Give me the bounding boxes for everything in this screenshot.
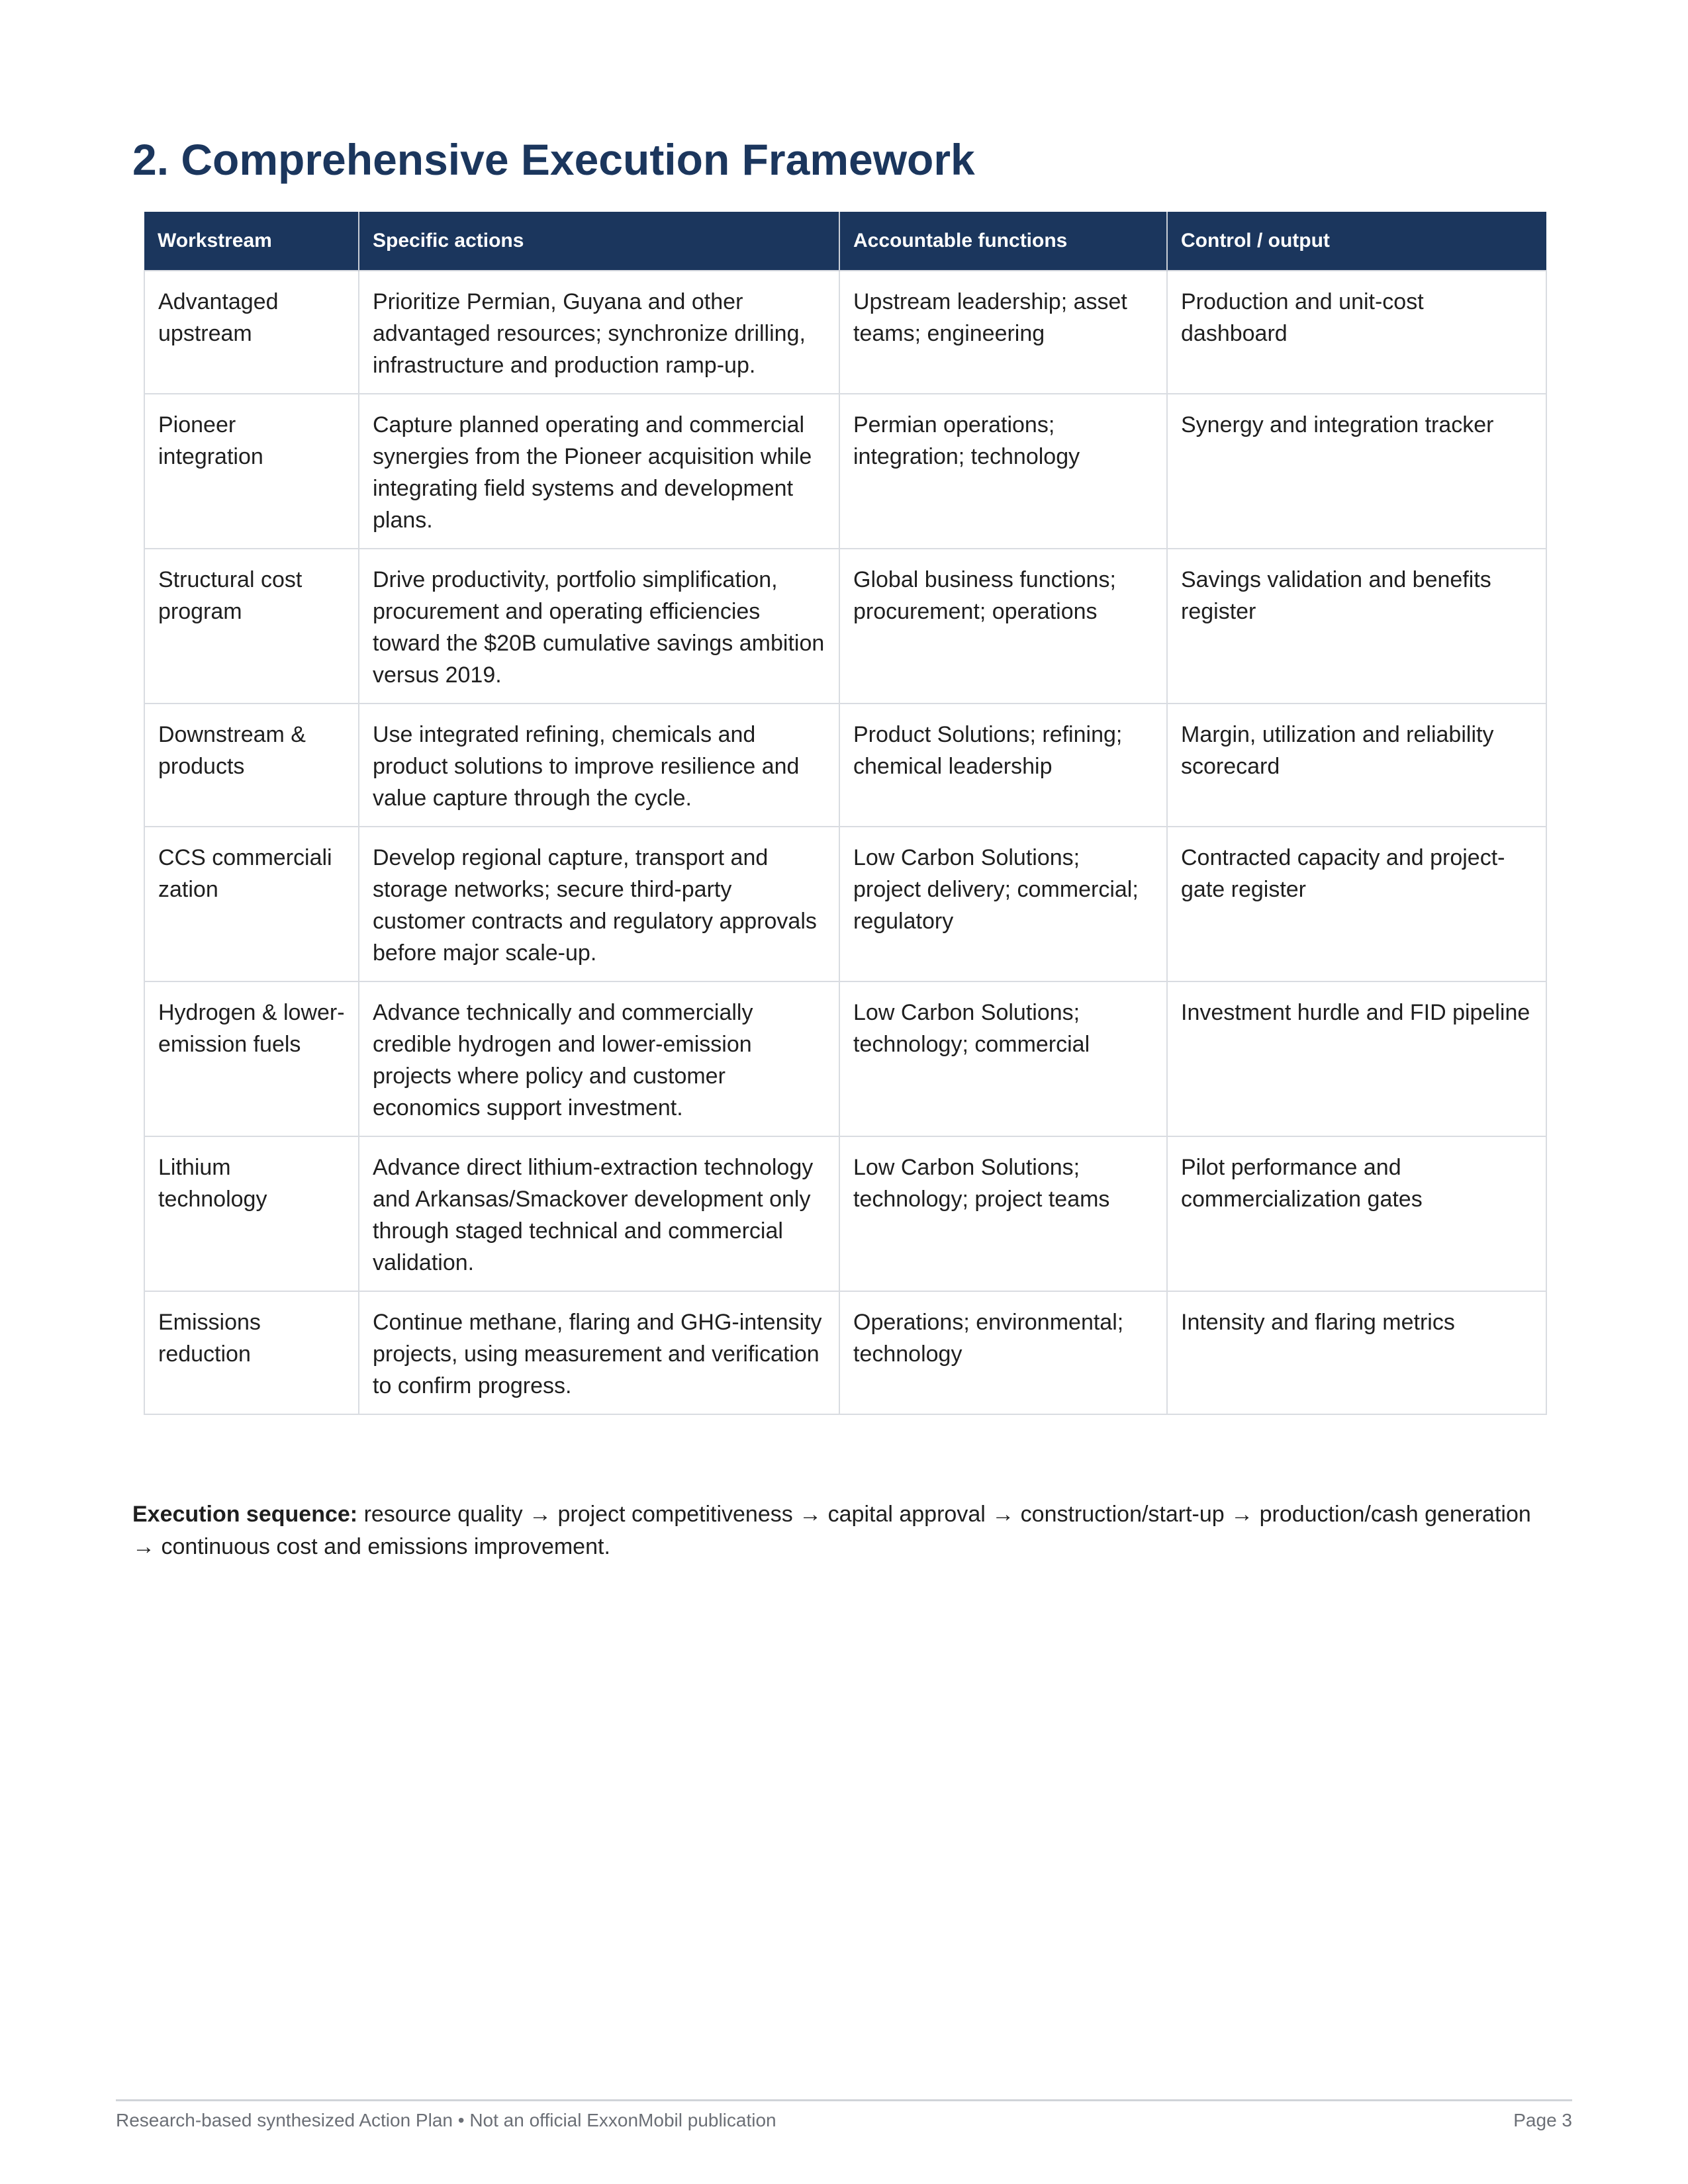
cell-functions: Operations; environmental; technology — [839, 1291, 1167, 1414]
cell-actions: Drive productivity, portfolio simplification, procurement and operating efficiencies toward the $20B cumulative savings ambition versus 2019. — [359, 549, 839, 704]
cell-actions: Use integrated refining, chemicals and product solutions to improve resilience and value capture through the cycle. — [359, 704, 839, 827]
cell-workstream: Lithium technology — [144, 1136, 359, 1291]
cell-output: Contracted capacity and project-gate register — [1167, 827, 1546, 981]
cell-output: Production and unit-cost dashboard — [1167, 271, 1546, 394]
header-workstream: Workstream — [144, 212, 359, 271]
cell-functions: Upstream leadership; asset teams; engineering — [839, 271, 1167, 394]
table-row — [144, 1136, 1546, 1291]
cell-functions: Permian operations; integration; technology — [839, 394, 1167, 549]
cell-actions: Prioritize Permian, Guyana and other advantaged resources; synchronize drilling, infrastructure and production ramp-up. — [359, 271, 839, 394]
cell-output: Intensity and flaring metrics — [1167, 1291, 1546, 1414]
table-row — [144, 704, 1546, 827]
cell-workstream: Hydrogen & lower-emission fuels — [144, 981, 359, 1136]
header-specific-actions: Specific actions — [359, 212, 839, 271]
footer-disclaimer: Research-based synthesized Action Plan • Not an official ExxonMobil publication — [116, 2110, 776, 2130]
cell-output: Margin, utilization and reliability scorecard — [1167, 704, 1546, 827]
header-accountable-functions: Accountable functions — [839, 212, 1167, 271]
execution-sequence — [132, 1498, 1556, 1563]
cell-functions: Low Carbon Solutions; technology; commercial — [839, 981, 1167, 1136]
cell-actions: Capture planned operating and commercial synergies from the Pioneer acquisition while integrating field systems and development plans. — [359, 394, 839, 549]
cell-actions: Advance direct lithium-extraction technology and Arkansas/Smackover development only through staged technical and commercial validation. — [359, 1136, 839, 1291]
page-number: Page 3 — [1513, 2110, 1572, 2130]
cell-actions: Advance technically and commercially credible hydrogen and lower-emission projects where policy and customer economics support investment. — [359, 981, 839, 1136]
cell-output: Pilot performance and commercialization gates — [1167, 1136, 1546, 1291]
cell-output: Investment hurdle and FID pipeline — [1167, 981, 1546, 1136]
cell-workstream: Structural cost program — [144, 549, 359, 704]
execution-sequence-label: Execution sequence: — [132, 1502, 358, 1527]
cell-workstream: CCS commerciali zation — [144, 827, 359, 981]
page-title: 2. Comprehensive Execution Framework — [132, 135, 975, 184]
header-control-output: Control / output — [1167, 212, 1546, 271]
table-row — [144, 394, 1546, 549]
cell-workstream: Pioneer integration — [144, 394, 359, 549]
table-row — [144, 271, 1546, 394]
cell-workstream: Emissions reduction — [144, 1291, 359, 1414]
table-header-row — [144, 212, 1546, 271]
cell-workstream: Advantaged upstream — [144, 271, 359, 394]
cell-output: Savings validation and benefits register — [1167, 549, 1546, 704]
execution-framework-table — [144, 212, 1547, 1415]
table-row — [144, 549, 1546, 704]
table-row — [144, 981, 1546, 1136]
cell-output: Synergy and integration tracker — [1167, 394, 1546, 549]
cell-functions: Low Carbon Solutions; technology; project teams — [839, 1136, 1167, 1291]
execution-sequence-text: resource quality → project competitiveness → capital approval → construction/start-up → production/cash generation → continuous cost and emissions improvement. — [132, 1502, 1531, 1559]
cell-functions: Low Carbon Solutions; project delivery; commercial; regulatory — [839, 827, 1167, 981]
cell-actions: Develop regional capture, transport and storage networks; secure third-party customer contracts and regulatory approvals before major scale-up. — [359, 827, 839, 981]
cell-workstream: Downstream & products — [144, 704, 359, 827]
table-row — [144, 1291, 1546, 1414]
cell-actions: Continue methane, flaring and GHG-intensity projects, using measurement and verification to confirm progress. — [359, 1291, 839, 1414]
table-row — [144, 827, 1546, 981]
footer-divider — [116, 2099, 1572, 2101]
cell-functions: Product Solutions; refining; chemical leadership — [839, 704, 1167, 827]
cell-functions: Global business functions; procurement; operations — [839, 549, 1167, 704]
